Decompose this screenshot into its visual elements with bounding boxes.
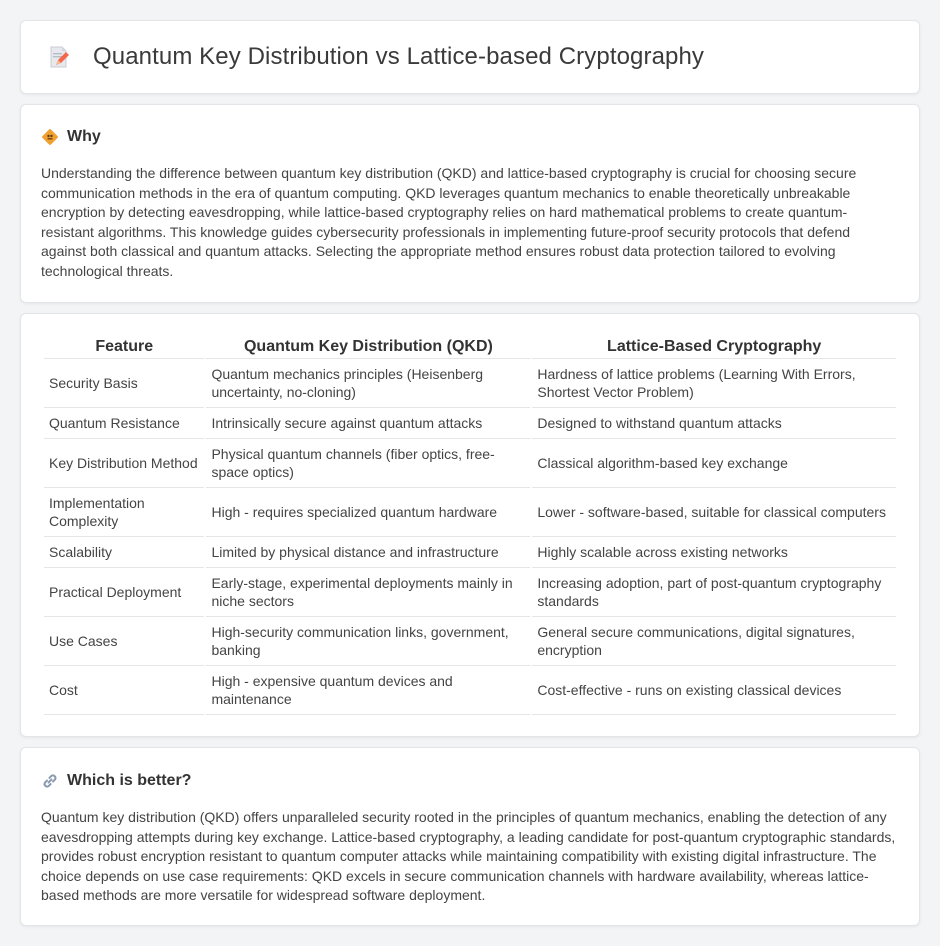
qkd-cell: Quantum mechanics principles (Heisenberg uncertainty, no-cloning) [206,359,530,408]
qkd-cell: Early-stage, experimental deployments mainly in niche sectors [206,568,530,617]
table-row [44,666,896,715]
feature-cell: Key Distribution Method [44,439,204,488]
qkd-cell: Limited by physical distance and infrastructure [206,537,530,568]
comparison-table [42,336,898,715]
link-icon [41,772,59,790]
diamond-sign-icon [41,128,59,146]
column-header-qkd: Quantum Key Distribution (QKD) [206,336,530,359]
which-is-better-section [20,747,920,926]
lattice-cell: Cost-effective - runs on existing classical devices [532,666,896,715]
lattice-cell: Highly scalable across existing networks [532,537,896,568]
comparison-section [20,313,920,737]
lattice-cell: Classical algorithm-based key exchange [532,439,896,488]
table-row [44,617,896,666]
table-row [44,488,896,537]
feature-cell: Scalability [44,537,204,568]
feature-cell: Use Cases [44,617,204,666]
feature-cell: Cost [44,666,204,715]
why-text: Understanding the difference between quantum key distribution (QKD) and lattice-based cryptography is crucial for choosing secure communication methods in the era of quantum computing. QKD leverages quantum mechanics to enable theoretically unbreakable encryption by detecting eavesdropping, while lattice-based cryptography relies on hard mathematical problems to create quantum-resistant algorithms. This knowledge guides cybersecurity professionals in implementing future-proof security protocols that defend against both classical and quantum attacks. Selecting the appropriate method ensures robust data protection tailored to evolving technological threats. [41,165,857,279]
why-title: Why [67,128,101,145]
qkd-cell: High - requires specialized quantum hardware [206,488,530,537]
qkd-cell: High-security communication links, government, banking [206,617,530,666]
lattice-cell: Lower - software-based, suitable for classical computers [532,488,896,537]
column-header-lattice: Lattice-Based Cryptography [532,336,896,359]
better-heading [41,771,899,791]
document-pencil-icon [47,45,71,69]
feature-cell: Quantum Resistance [44,408,204,439]
table-row [44,568,896,617]
lattice-cell: Increasing adoption, part of post-quantum cryptography standards [532,568,896,617]
page-title: Quantum Key Distribution vs Lattice-based Cryptography [93,43,705,70]
qkd-cell: High - expensive quantum devices and maintenance [206,666,530,715]
qkd-cell: Intrinsically secure against quantum attacks [206,408,530,439]
table-row [44,439,896,488]
why-heading [41,127,899,147]
lattice-cell: Designed to withstand quantum attacks [532,408,896,439]
table-row [44,537,896,568]
feature-cell: Security Basis [44,359,204,408]
header-card [20,20,920,94]
better-title: Which is better? [67,772,192,789]
table-row [44,408,896,439]
lattice-cell: Hardness of lattice problems (Learning With Errors, Shortest Vector Problem) [532,359,896,408]
column-header-feature: Feature [44,336,204,359]
table-header-row [44,336,896,359]
feature-cell: Implementation Complexity [44,488,204,537]
lattice-cell: General secure communications, digital signatures, encryption [532,617,896,666]
table-row [44,359,896,408]
feature-cell: Practical Deployment [44,568,204,617]
better-text: Quantum key distribution (QKD) offers unparalleled security rooted in the principles of quantum mechanics, enabling the detection of any eavesdropping attempts during key exchange. Lattice-based cryptography, a leading candidate for post-quantum cryptographic standards, provides robust encryption resistant to quantum computer attacks while maintaining compatibility with existing digital infrastructure. The choice depends on use case requirements: QKD excels in secure communication channels with hardware availability, whereas lattice-based methods are more versatile for widespread software deployment. [41,809,896,904]
qkd-cell: Physical quantum channels (fiber optics, free-space optics) [206,439,530,488]
why-section [20,104,920,303]
